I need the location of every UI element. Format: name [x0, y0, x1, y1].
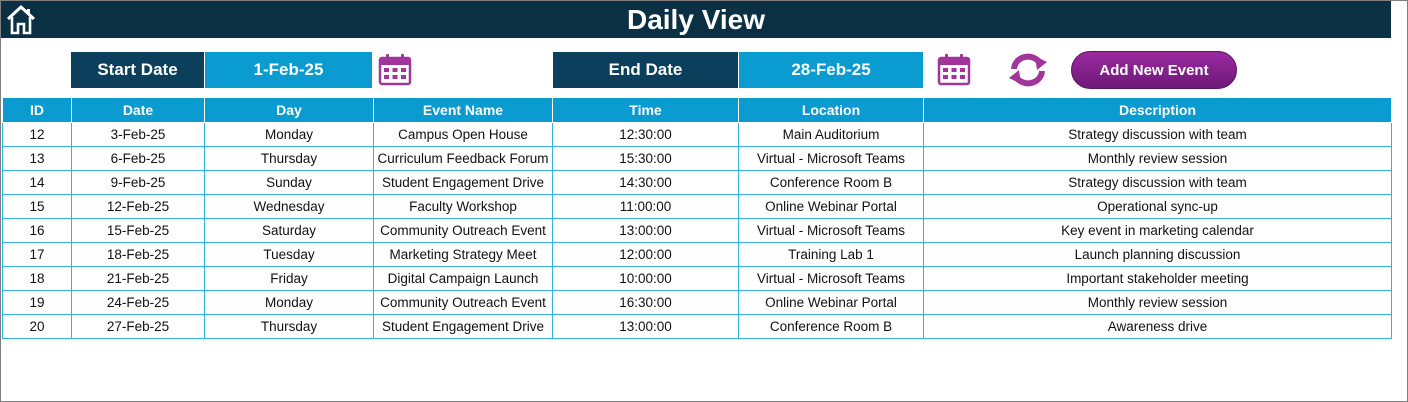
table-cell[interactable]: 3-Feb-25	[72, 123, 205, 147]
table-row[interactable]	[3, 147, 1392, 171]
table-cell[interactable]: Conference Room B	[739, 315, 924, 339]
table-cell[interactable]: Thursday	[205, 315, 374, 339]
table-cell[interactable]: Monday	[205, 291, 374, 315]
table-cell[interactable]: Virtual - Microsoft Teams	[739, 267, 924, 291]
table-row[interactable]	[3, 123, 1392, 147]
table-cell[interactable]: Monthly review session	[924, 147, 1392, 171]
add-new-event-button[interactable]: Add New Event	[1071, 51, 1237, 89]
table-cell[interactable]: Conference Room B	[739, 171, 924, 195]
column-header[interactable]: Day	[205, 98, 374, 123]
table-cell[interactable]: Virtual - Microsoft Teams	[739, 147, 924, 171]
table-cell[interactable]: Important stakeholder meeting	[924, 267, 1392, 291]
table-cell[interactable]: Main Auditorium	[739, 123, 924, 147]
end-date-field[interactable]: 28-Feb-25	[739, 52, 923, 88]
table-cell[interactable]: 16:30:00	[553, 291, 739, 315]
column-header[interactable]: Location	[739, 98, 924, 123]
table-cell[interactable]: 24-Feb-25	[72, 291, 205, 315]
table-cell[interactable]: Virtual - Microsoft Teams	[739, 219, 924, 243]
table-cell[interactable]: 15-Feb-25	[72, 219, 205, 243]
table-cell[interactable]: Strategy discussion with team	[924, 123, 1392, 147]
table-cell[interactable]: 20	[3, 315, 72, 339]
table-cell[interactable]: 14:30:00	[553, 171, 739, 195]
table-cell[interactable]: Sunday	[205, 171, 374, 195]
column-header[interactable]: Time	[553, 98, 739, 123]
table-cell[interactable]: 12:00:00	[553, 243, 739, 267]
table-cell[interactable]: Curriculum Feedback Forum	[374, 147, 553, 171]
column-header[interactable]: Event Name	[374, 98, 553, 123]
table-cell[interactable]: 21-Feb-25	[72, 267, 205, 291]
table-cell[interactable]: 19	[3, 291, 72, 315]
table-cell[interactable]: 12:30:00	[553, 123, 739, 147]
table-cell[interactable]: 13:00:00	[553, 219, 739, 243]
table-cell[interactable]: Awareness drive	[924, 315, 1392, 339]
table-cell[interactable]: 15	[3, 195, 72, 219]
column-header[interactable]: Date	[72, 98, 205, 123]
table-cell[interactable]: 9-Feb-25	[72, 171, 205, 195]
table-cell[interactable]: 15:30:00	[553, 147, 739, 171]
table-cell[interactable]: Student Engagement Drive	[374, 171, 553, 195]
table-cell[interactable]: Faculty Workshop	[374, 195, 553, 219]
table-row[interactable]	[3, 171, 1392, 195]
table-cell[interactable]: Campus Open House	[374, 123, 553, 147]
table-cell[interactable]: 12	[3, 123, 72, 147]
table-cell[interactable]: Monday	[205, 123, 374, 147]
table-cell[interactable]: Digital Campaign Launch	[374, 267, 553, 291]
table-cell[interactable]: Strategy discussion with team	[924, 171, 1392, 195]
table-cell[interactable]: Student Engagement Drive	[374, 315, 553, 339]
table-cell[interactable]: Wednesday	[205, 195, 374, 219]
table-cell[interactable]: Saturday	[205, 219, 374, 243]
title-bar	[1, 1, 1391, 38]
table-row[interactable]	[3, 267, 1392, 291]
table-cell[interactable]: 18-Feb-25	[72, 243, 205, 267]
table-row[interactable]	[3, 219, 1392, 243]
table-row[interactable]	[3, 315, 1392, 339]
table-row[interactable]	[3, 195, 1392, 219]
table-row[interactable]	[3, 243, 1392, 267]
table-cell[interactable]: Marketing Strategy Meet	[374, 243, 553, 267]
page-title: Daily View	[626, 4, 765, 35]
table-cell[interactable]: Friday	[205, 267, 374, 291]
table-cell[interactable]: Monthly review session	[924, 291, 1392, 315]
table-cell[interactable]: Community Outreach Event	[374, 219, 553, 243]
table-cell[interactable]: Training Lab 1	[739, 243, 924, 267]
table-cell[interactable]: Community Outreach Event	[374, 291, 553, 315]
home-icon[interactable]	[5, 4, 37, 36]
table-cell[interactable]: Online Webinar Portal	[739, 291, 924, 315]
table-cell[interactable]: 13	[3, 147, 72, 171]
refresh-icon[interactable]	[1007, 52, 1049, 88]
table-cell[interactable]: Tuesday	[205, 243, 374, 267]
table-cell[interactable]: 13:00:00	[553, 315, 739, 339]
table-cell[interactable]: Key event in marketing calendar	[924, 219, 1392, 243]
table-cell[interactable]: Online Webinar Portal	[739, 195, 924, 219]
table-cell[interactable]: 11:00:00	[553, 195, 739, 219]
table-cell[interactable]: 10:00:00	[553, 267, 739, 291]
table-cell[interactable]: 12-Feb-25	[72, 195, 205, 219]
table-cell[interactable]: 18	[3, 267, 72, 291]
table-cell[interactable]: Launch planning discussion	[924, 243, 1392, 267]
table-header-row	[3, 98, 1392, 123]
table-cell[interactable]: 17	[3, 243, 72, 267]
table-cell[interactable]: Thursday	[205, 147, 374, 171]
column-header[interactable]: ID	[3, 98, 72, 123]
events-table	[2, 97, 1392, 339]
table-cell[interactable]: 6-Feb-25	[72, 147, 205, 171]
calendar-icon[interactable]	[937, 52, 971, 86]
table-cell[interactable]: Operational sync-up	[924, 195, 1392, 219]
calendar-icon[interactable]	[378, 52, 412, 86]
start-date-label: Start Date	[71, 52, 204, 88]
start-date-field[interactable]: 1-Feb-25	[205, 52, 372, 88]
table-cell[interactable]: 27-Feb-25	[72, 315, 205, 339]
table-cell[interactable]: 14	[3, 171, 72, 195]
column-header[interactable]: Description	[924, 98, 1392, 123]
table-cell[interactable]: 16	[3, 219, 72, 243]
table-row[interactable]	[3, 291, 1392, 315]
table-body	[3, 123, 1392, 339]
end-date-label: End Date	[553, 52, 738, 88]
